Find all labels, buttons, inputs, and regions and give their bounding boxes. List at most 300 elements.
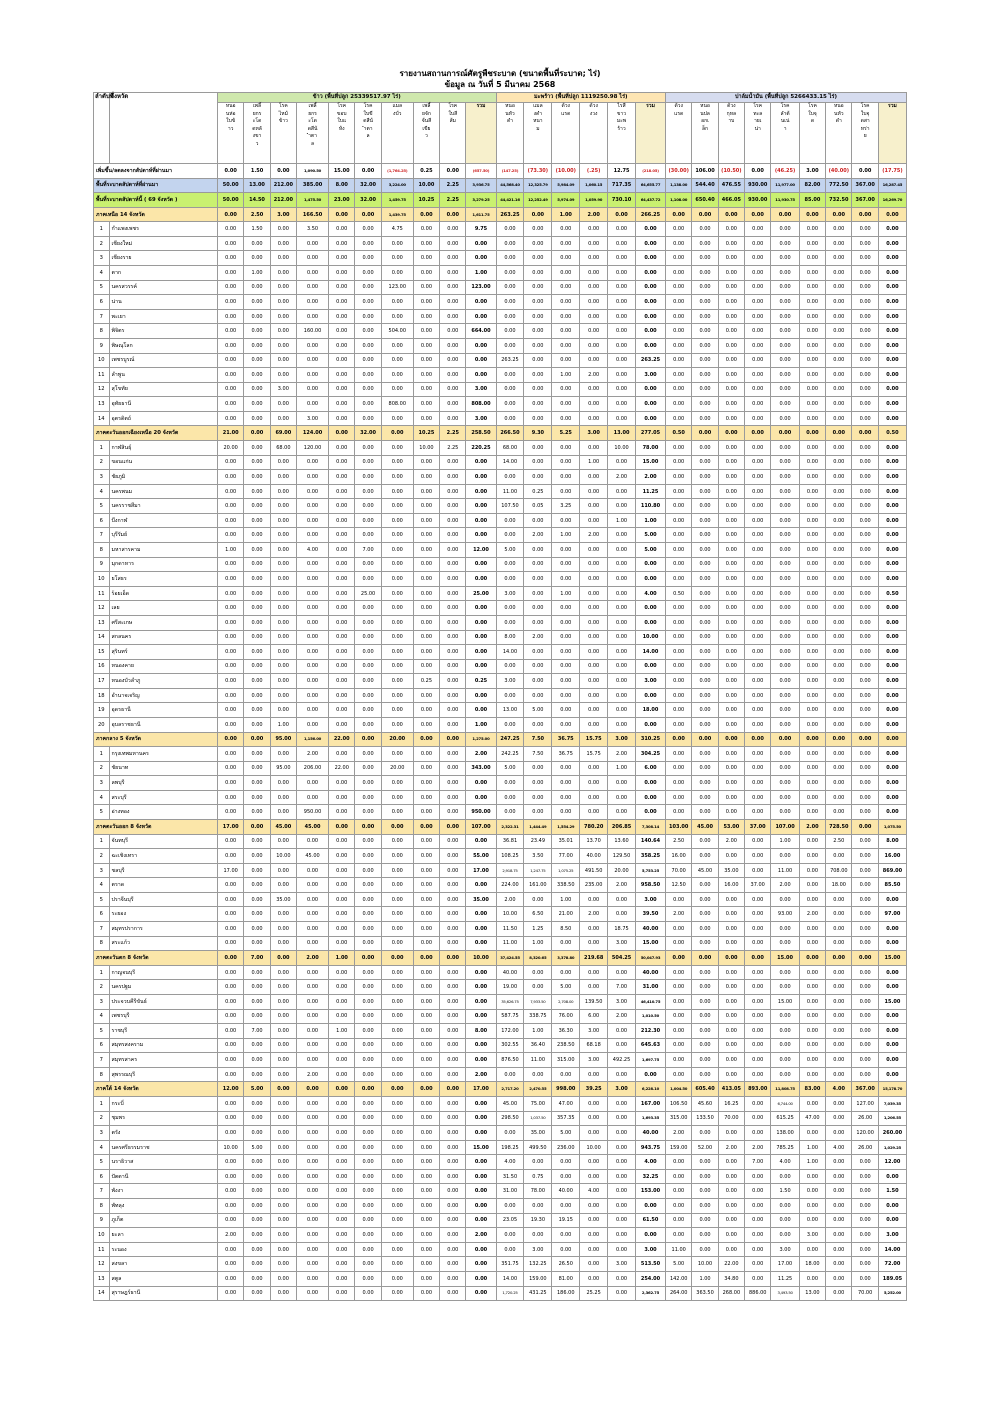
- value-cell: 1.00: [608, 761, 636, 776]
- value-cell: 0.00: [826, 965, 852, 980]
- value-cell: 0.00: [771, 674, 799, 689]
- value-cell: 16.00: [718, 878, 744, 893]
- value-cell: 0.00: [270, 484, 296, 499]
- value-cell: 0.00: [745, 1213, 771, 1228]
- value-cell: 0.00: [440, 499, 466, 514]
- value-cell: 0.00: [440, 572, 466, 587]
- value-cell: 0.00: [297, 1126, 329, 1141]
- value-cell: 11.00: [496, 936, 524, 951]
- value-cell: 0.00: [270, 1009, 296, 1024]
- value-cell: 0.00: [552, 324, 580, 339]
- value-cell: 0.00: [329, 426, 355, 441]
- value-cell: 0.00: [329, 455, 355, 470]
- province-number: 10: [94, 353, 110, 368]
- value-cell: 3.00: [635, 368, 665, 383]
- value-cell: 0.00: [666, 295, 692, 310]
- value-cell: 0.00: [878, 295, 906, 310]
- province-number: 1: [94, 747, 110, 762]
- province-number: 11: [94, 1242, 110, 1257]
- value-cell: 263.25: [496, 353, 524, 368]
- value-cell: 0.00: [297, 513, 329, 528]
- value-cell: 0.00: [666, 251, 692, 266]
- value-cell: 0.00: [799, 805, 825, 820]
- value-cell: 0.00: [771, 309, 799, 324]
- col-header-label: แมลงบั่ว: [392, 103, 403, 117]
- value-cell: 0.00: [413, 805, 439, 820]
- value-cell: 0.00: [799, 572, 825, 587]
- value-cell: 0.00: [270, 922, 296, 937]
- value-cell: 0.00: [666, 994, 692, 1009]
- value-cell: 0.00: [355, 572, 381, 587]
- value-cell: 1.50: [878, 1184, 906, 1199]
- value-cell: 0.00: [826, 732, 852, 747]
- value-cell: 1.00: [580, 455, 608, 470]
- value-cell: 0.00: [826, 266, 852, 281]
- report-sheet: [93, 68, 907, 1301]
- province-name: บุรีรัมย์: [109, 528, 218, 543]
- value-cell: 0.00: [552, 572, 580, 587]
- value-cell: 25.00: [355, 586, 381, 601]
- value-cell: 0.00: [718, 338, 744, 353]
- value-cell: 0.00: [692, 440, 718, 455]
- value-cell: 0.00: [440, 222, 466, 237]
- value-cell: 0.00: [666, 411, 692, 426]
- value-cell: 0.00: [244, 863, 270, 878]
- value-cell: 0.00: [218, 499, 244, 514]
- province-row: [94, 528, 907, 543]
- value-cell: 0.00: [852, 470, 878, 485]
- value-cell: 0.00: [466, 1213, 496, 1228]
- value-cell: 0.00: [218, 455, 244, 470]
- value-cell: 12.00: [466, 543, 496, 558]
- value-cell: 0.05: [524, 499, 552, 514]
- value-cell: 0.00: [496, 295, 524, 310]
- value-cell: 0.00: [666, 338, 692, 353]
- value-cell: 0.00: [496, 717, 524, 732]
- value-cell: 0.00: [878, 528, 906, 543]
- value-cell: 0.00: [745, 309, 771, 324]
- value-cell: 3.00: [466, 411, 496, 426]
- value-cell: 0.00: [771, 543, 799, 558]
- value-cell: 0.00: [692, 936, 718, 951]
- value-cell: 0.00: [666, 1009, 692, 1024]
- value-cell: 0.00: [297, 907, 329, 922]
- value-cell: 15.00: [771, 951, 799, 966]
- value-cell: 0.00: [218, 674, 244, 689]
- province-row: [94, 717, 907, 732]
- value-cell: 1.00: [799, 1155, 825, 1170]
- value-cell: 0.00: [329, 411, 355, 426]
- value-cell: 3,279.25: [466, 193, 496, 208]
- value-cell: 0.00: [413, 1126, 439, 1141]
- value-cell: 0.00: [244, 411, 270, 426]
- value-cell: 357.35: [552, 1111, 580, 1126]
- value-cell: 0.00: [413, 1053, 439, 1068]
- value-cell: 0.00: [381, 1271, 413, 1286]
- value-cell: 20.00: [608, 863, 636, 878]
- province-name: สงขลา: [109, 1257, 218, 1272]
- value-cell: (147.25): [496, 164, 524, 179]
- value-cell: 10.00: [218, 1140, 244, 1155]
- value-cell: 11.25: [771, 1271, 799, 1286]
- region-label: ภาคใต้ 14 จังหวัด: [94, 1082, 218, 1097]
- value-cell: 3.00: [466, 382, 496, 397]
- value-cell: 2.00: [608, 1009, 636, 1024]
- value-cell: 0.00: [440, 1155, 466, 1170]
- value-cell: 0.00: [381, 1140, 413, 1155]
- value-cell: 268.00: [718, 1286, 744, 1301]
- value-cell: 0.00: [244, 776, 270, 791]
- value-cell: 0.00: [580, 513, 608, 528]
- value-cell: 0.00: [496, 790, 524, 805]
- value-cell: 1,247.75: [524, 863, 552, 878]
- value-cell: 0.00: [524, 543, 552, 558]
- province-number: 20: [94, 717, 110, 732]
- value-cell: 0.00: [355, 324, 381, 339]
- value-cell: 0.00: [666, 1067, 692, 1082]
- province-name: ชัยภูมิ: [109, 470, 218, 485]
- value-cell: 3.00: [799, 1228, 825, 1243]
- value-cell: 0.00: [413, 849, 439, 864]
- value-cell: 4.00: [771, 1155, 799, 1170]
- value-cell: 0.00: [580, 790, 608, 805]
- value-cell: 0.00: [381, 747, 413, 762]
- value-cell: 0.00: [826, 1009, 852, 1024]
- value-cell: 0.00: [552, 688, 580, 703]
- value-cell: 0.00: [244, 338, 270, 353]
- value-cell: 0.00: [381, 630, 413, 645]
- value-cell: 0.00: [218, 922, 244, 937]
- value-cell: 0.00: [466, 1009, 496, 1024]
- value-cell: 0.00: [496, 280, 524, 295]
- value-cell: 0.00: [666, 543, 692, 558]
- value-cell: 0.00: [270, 747, 296, 762]
- value-cell: 0.00: [413, 236, 439, 251]
- province-number: 7: [94, 309, 110, 324]
- group-header-rice: ข้าว (พื้นที่ปลูก 25339517.97 ไร่): [218, 93, 497, 103]
- value-cell: 12,252.49: [524, 193, 552, 208]
- value-cell: 730.10: [608, 193, 636, 208]
- value-cell: 0.00: [878, 440, 906, 455]
- value-cell: 0.00: [413, 863, 439, 878]
- value-cell: 0.00: [297, 295, 329, 310]
- value-cell: 0.00: [878, 543, 906, 558]
- value-cell: 0.00: [524, 1199, 552, 1214]
- value-cell: 0.00: [297, 1111, 329, 1126]
- province-row: [94, 674, 907, 689]
- value-cell: 998.00: [552, 1082, 580, 1097]
- province-row: [94, 513, 907, 528]
- value-cell: 0.00: [218, 601, 244, 616]
- value-cell: 0.00: [381, 936, 413, 951]
- value-cell: 0.00: [580, 1242, 608, 1257]
- value-cell: 0.00: [799, 1271, 825, 1286]
- value-cell: 3.00: [608, 1257, 636, 1272]
- value-cell: 0.00: [852, 1257, 878, 1272]
- value-cell: 0.00: [524, 892, 552, 907]
- value-cell: 0.00: [580, 703, 608, 718]
- value-cell: 2.00: [524, 630, 552, 645]
- value-cell: 8.00: [496, 630, 524, 645]
- value-cell: 2.00: [580, 907, 608, 922]
- value-cell: 0.00: [218, 703, 244, 718]
- province-number: 7: [94, 1053, 110, 1068]
- value-cell: 0.00: [666, 1053, 692, 1068]
- value-cell: 0.00: [852, 790, 878, 805]
- province-number: 4: [94, 484, 110, 499]
- value-cell: 0.00: [466, 1271, 496, 1286]
- value-cell: 0.00: [608, 805, 636, 820]
- value-cell: 0.00: [381, 849, 413, 864]
- value-cell: 0.00: [297, 936, 329, 951]
- value-cell: 0.00: [635, 251, 665, 266]
- value-cell: 0.00: [799, 747, 825, 762]
- value-cell: 4.75: [381, 222, 413, 237]
- col-header-label: โรคใบขีดสีน้ำตาล: [363, 103, 373, 140]
- value-cell: 0.00: [355, 266, 381, 281]
- value-cell: 0.00: [666, 1169, 692, 1184]
- value-cell: 0.00: [413, 397, 439, 412]
- value-cell: 0.00: [218, 353, 244, 368]
- value-cell: 0.00: [852, 543, 878, 558]
- value-cell: 0.00: [218, 1155, 244, 1170]
- value-cell: 0.00: [244, 1242, 270, 1257]
- value-cell: 264.00: [666, 1286, 692, 1301]
- value-cell: 0.00: [718, 397, 744, 412]
- value-cell: 0.00: [745, 834, 771, 849]
- value-cell: 0.00: [745, 980, 771, 995]
- value-cell: 1,090.50: [297, 164, 329, 179]
- value-cell: 0.00: [413, 1184, 439, 1199]
- value-cell: 0.00: [381, 251, 413, 266]
- value-cell: 0.00: [580, 1199, 608, 1214]
- value-cell: 0.00: [381, 776, 413, 791]
- value-cell: 95.00: [270, 732, 296, 747]
- value-cell: 0.00: [270, 455, 296, 470]
- value-cell: 0.00: [608, 892, 636, 907]
- value-cell: 2,470.55: [524, 1082, 552, 1097]
- value-cell: 0.00: [799, 499, 825, 514]
- value-cell: 0.00: [826, 980, 852, 995]
- value-cell: 0.00: [635, 688, 665, 703]
- value-cell: 0.00: [878, 280, 906, 295]
- value-cell: 0.00: [440, 601, 466, 616]
- province-number: 13: [94, 615, 110, 630]
- value-cell: 0.00: [440, 528, 466, 543]
- value-cell: 0.00: [496, 338, 524, 353]
- value-cell: 0.00: [270, 1228, 296, 1243]
- value-cell: 0.00: [608, 776, 636, 791]
- value-cell: 358.25: [635, 849, 665, 864]
- col-header-label: โรคทะลายเน่า: [753, 103, 763, 132]
- value-cell: 0.00: [297, 922, 329, 937]
- value-cell: 0.00: [244, 820, 270, 835]
- province-name: สมุทรสงคราม: [109, 1038, 218, 1053]
- value-cell: 0.00: [297, 397, 329, 412]
- value-cell: 0.00: [878, 645, 906, 660]
- value-cell: 0.00: [440, 1009, 466, 1024]
- value-cell: 0.00: [718, 1184, 744, 1199]
- value-cell: 0.00: [218, 805, 244, 820]
- value-cell: 0.00: [799, 994, 825, 1009]
- value-cell: 0.00: [745, 440, 771, 455]
- value-cell: 0.00: [440, 1242, 466, 1257]
- value-cell: 1.00: [552, 368, 580, 383]
- value-cell: 0.00: [666, 1184, 692, 1199]
- value-cell: 40.00: [552, 1184, 580, 1199]
- value-cell: 18.00: [799, 1257, 825, 1272]
- value-cell: 0.00: [878, 382, 906, 397]
- value-cell: 10.25: [413, 193, 439, 208]
- value-cell: 13.60: [608, 834, 636, 849]
- value-cell: 0.00: [799, 280, 825, 295]
- value-cell: 0.00: [826, 892, 852, 907]
- value-cell: 0.00: [666, 732, 692, 747]
- value-cell: 0.00: [799, 528, 825, 543]
- value-cell: 0.00: [852, 586, 878, 601]
- value-cell: 0.00: [692, 1053, 718, 1068]
- value-cell: 0.00: [608, 1242, 636, 1257]
- value-cell: (46.25): [771, 164, 799, 179]
- value-cell: 0.00: [218, 1024, 244, 1039]
- value-cell: 0.00: [580, 338, 608, 353]
- province-name: พิจิตร: [109, 324, 218, 339]
- value-cell: 11.25: [635, 484, 665, 499]
- value-cell: 0.00: [852, 353, 878, 368]
- province-row: [94, 863, 907, 878]
- value-cell: 0.00: [799, 586, 825, 601]
- value-cell: 0.00: [218, 1257, 244, 1272]
- value-cell: 0.00: [440, 368, 466, 383]
- value-cell: 0.00: [297, 1097, 329, 1112]
- value-cell: 0.00: [218, 892, 244, 907]
- value-cell: 0.00: [718, 1053, 744, 1068]
- value-cell: 0.00: [552, 411, 580, 426]
- value-cell: 0.00: [608, 1286, 636, 1301]
- value-cell: 45.00: [692, 863, 718, 878]
- value-cell: 1.00: [552, 586, 580, 601]
- value-cell: 0.00: [666, 557, 692, 572]
- value-cell: 0.00: [355, 1213, 381, 1228]
- value-cell: 0.00: [466, 601, 496, 616]
- value-cell: 0.00: [826, 411, 852, 426]
- value-cell: 5.00: [524, 703, 552, 718]
- value-cell: 0.00: [329, 980, 355, 995]
- value-cell: 0.00: [826, 484, 852, 499]
- value-cell: 26.50: [552, 1257, 580, 1272]
- value-cell: 0.00: [496, 309, 524, 324]
- value-cell: 0.00: [244, 615, 270, 630]
- value-cell: 3.00: [878, 1228, 906, 1243]
- value-cell: 0.00: [466, 1184, 496, 1199]
- value-cell: 0.00: [878, 484, 906, 499]
- value-cell: 0.00: [466, 1111, 496, 1126]
- value-cell: 0.00: [413, 994, 439, 1009]
- value-cell: 70.00: [852, 1286, 878, 1301]
- value-cell: 0.00: [745, 630, 771, 645]
- value-cell: 0.00: [608, 557, 636, 572]
- value-cell: 0.00: [878, 936, 906, 951]
- value-cell: 0.00: [826, 440, 852, 455]
- value-cell: 0.00: [524, 236, 552, 251]
- value-cell: 16,287.45: [878, 178, 906, 193]
- value-cell: 2.00: [608, 878, 636, 893]
- value-cell: 0.00: [297, 1228, 329, 1243]
- province-row: [94, 1038, 907, 1053]
- value-cell: 0.00: [692, 528, 718, 543]
- value-cell: 0.00: [692, 805, 718, 820]
- value-cell: 0.00: [852, 630, 878, 645]
- value-cell: 0.00: [297, 674, 329, 689]
- value-cell: 0.00: [635, 790, 665, 805]
- value-cell: 44,421.16: [496, 193, 524, 208]
- value-cell: 343.00: [466, 761, 496, 776]
- value-cell: 5.00: [635, 543, 665, 558]
- col-header-province: จังหวัด: [109, 93, 218, 164]
- value-cell: 0.00: [666, 1228, 692, 1243]
- value-cell: 958.50: [635, 878, 665, 893]
- value-cell: 0.00: [799, 207, 825, 222]
- value-cell: 0.00: [355, 368, 381, 383]
- province-name: ประจวบคีรีขันธ์: [109, 994, 218, 1009]
- value-cell: 0.00: [799, 426, 825, 441]
- value-cell: 77.00: [552, 849, 580, 864]
- value-cell: 0.00: [440, 717, 466, 732]
- value-cell: 7.00: [355, 543, 381, 558]
- value-cell: 0.00: [826, 951, 852, 966]
- value-cell: 0.00: [244, 1111, 270, 1126]
- province-name: อำนาจเจริญ: [109, 688, 218, 703]
- province-name: ราชบุรี: [109, 1024, 218, 1039]
- value-cell: 0.00: [329, 484, 355, 499]
- value-cell: 0.00: [852, 1038, 878, 1053]
- value-cell: 0.00: [297, 965, 329, 980]
- value-cell: 0.00: [608, 484, 636, 499]
- value-cell: 0.00: [218, 1199, 244, 1214]
- value-cell: 0.00: [244, 513, 270, 528]
- value-cell: 0.00: [580, 1213, 608, 1228]
- value-cell: 0.00: [692, 1213, 718, 1228]
- value-cell: 0.00: [666, 688, 692, 703]
- value-cell: 0.00: [218, 295, 244, 310]
- value-cell: 0.00: [218, 1097, 244, 1112]
- value-cell: 0.00: [852, 338, 878, 353]
- value-cell: 0.00: [381, 951, 413, 966]
- value-cell: 159.00: [666, 1140, 692, 1155]
- value-cell: 0.00: [580, 397, 608, 412]
- value-cell: 0.00: [692, 207, 718, 222]
- pest-outbreak-table: [93, 92, 907, 1301]
- value-cell: 0.00: [745, 1169, 771, 1184]
- value-cell: 0.00: [878, 455, 906, 470]
- value-cell: 0.00: [852, 863, 878, 878]
- col-header-label: ด้วงงวง: [589, 103, 598, 117]
- value-cell: 0.00: [852, 236, 878, 251]
- value-cell: 0.00: [244, 528, 270, 543]
- value-cell: 45.60: [692, 1097, 718, 1112]
- value-cell: 0.00: [270, 980, 296, 995]
- value-cell: 0.00: [692, 557, 718, 572]
- value-cell: 0.00: [608, 295, 636, 310]
- col-header: [635, 103, 665, 164]
- value-cell: (73.30): [524, 164, 552, 179]
- value-cell: 0.00: [552, 703, 580, 718]
- value-cell: 0.00: [329, 207, 355, 222]
- value-cell: 0.00: [496, 1199, 524, 1214]
- value-cell: 0.00: [270, 907, 296, 922]
- region-row: [94, 820, 907, 835]
- value-cell: 0.00: [244, 761, 270, 776]
